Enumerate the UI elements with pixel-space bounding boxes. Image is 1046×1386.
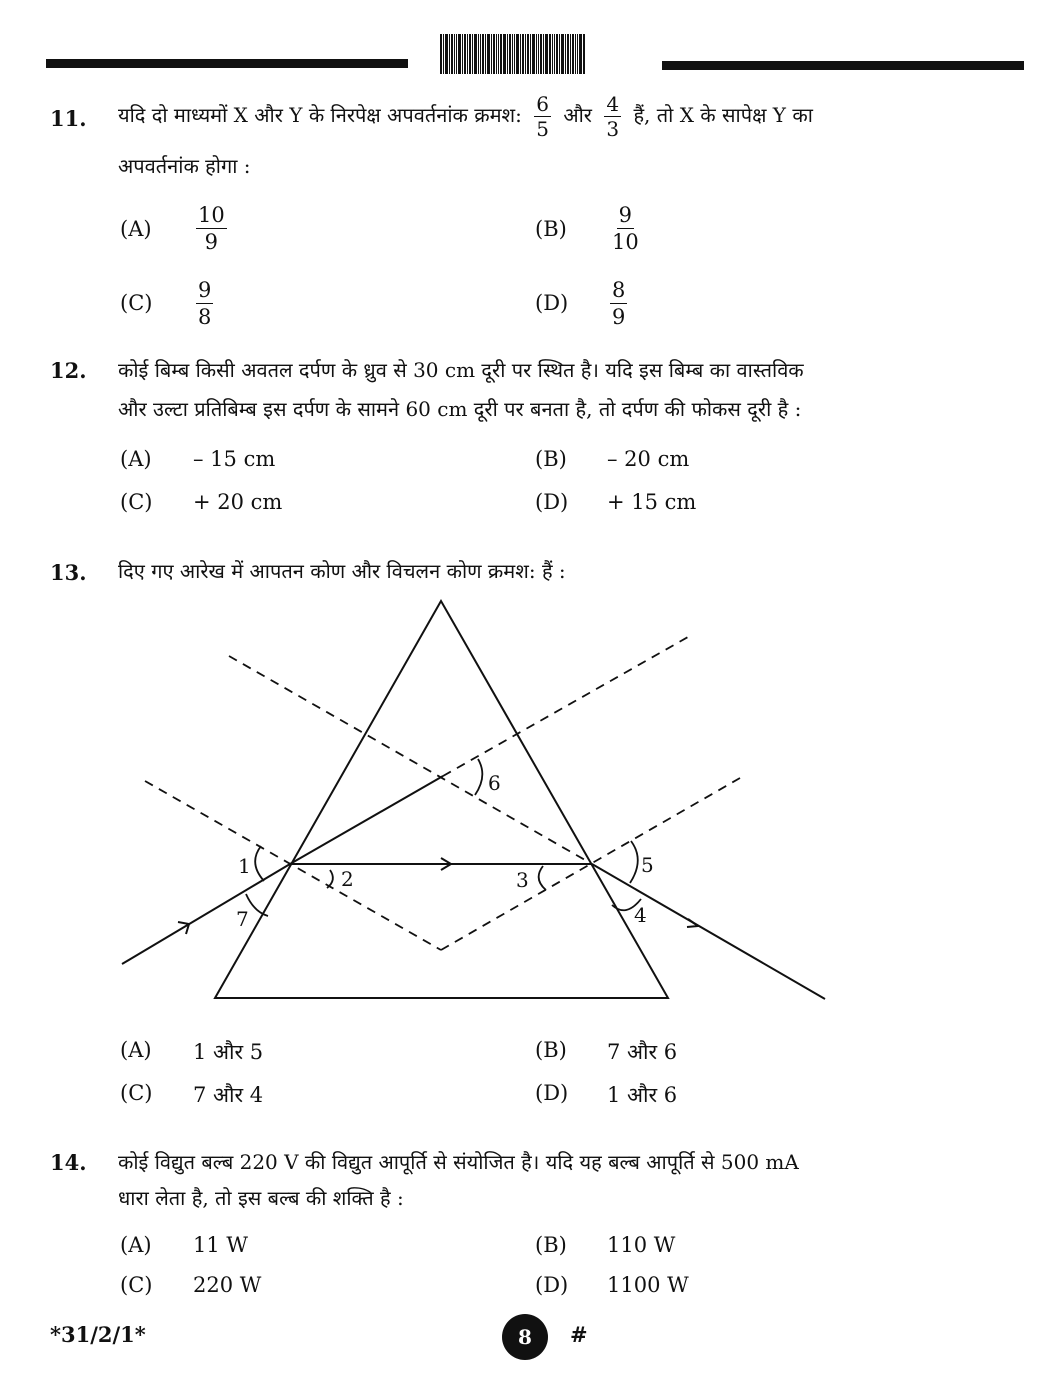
fraction-numerator: 6 <box>536 92 549 116</box>
fraction-numerator: 9 <box>198 278 212 302</box>
angle-6-arc <box>475 759 482 795</box>
q13-option-b-label[interactable]: (B) <box>535 1038 567 1062</box>
q14-option-a-value[interactable]: 11 W <box>193 1233 248 1257</box>
q11-option-b-label[interactable]: (B) <box>535 217 567 241</box>
q12-option-a-value[interactable]: – 15 cm <box>193 447 276 471</box>
q14-option-d-value[interactable]: 1100 W <box>607 1273 689 1297</box>
incident-ray-extension-solid <box>290 776 443 864</box>
question-13-text-line1: दिए गए आरेख में आपतन कोण और विचलन कोण क्रमश: हैं : <box>118 559 566 583</box>
emergent-ray-extension-dashed <box>229 656 592 864</box>
q13-option-a-value[interactable]: 1 और 5 <box>193 1040 264 1064</box>
q12-option-b-label[interactable]: (B) <box>535 447 567 471</box>
q13-option-c-value[interactable]: 7 और 4 <box>193 1083 264 1107</box>
incident-ray-extension-dashed <box>443 637 688 776</box>
angle-label-3: 3 <box>516 868 529 892</box>
fraction-denominator: 9 <box>204 230 219 254</box>
question-12-text-line2: और उल्टा प्रतिबिम्ब इस दर्पण के सामने 60 cm दूरी पर बनता है, तो दर्पण की फोकस दूरी है : <box>118 397 802 421</box>
hash-mark: # <box>570 1322 588 1347</box>
fraction-numerator: 9 <box>618 203 633 227</box>
fraction-denominator: 9 <box>612 305 626 329</box>
angle-label-5: 5 <box>641 853 654 877</box>
angle-3-arc <box>539 866 546 890</box>
question-14-number: 14. <box>50 1150 87 1175</box>
q13-option-b-value[interactable]: 7 और 6 <box>607 1040 678 1064</box>
emergent-ray <box>592 864 825 999</box>
angle-label-6: 6 <box>488 771 501 795</box>
q14-option-b-label[interactable]: (B) <box>535 1233 567 1257</box>
question-14-text-line1: कोई विद्युत बल्ब 220 V की विद्युत आपूर्ति से संयोजित है। यदि यह बल्ब आपूर्ति से 500 mA <box>118 1150 799 1174</box>
prism-outline <box>215 601 668 998</box>
q14-option-c-label[interactable]: (C) <box>120 1273 153 1297</box>
fraction-numerator: 10 <box>198 203 225 227</box>
q11-text-part3: हैं, तो X के सापेक्ष Y का <box>633 103 813 127</box>
q12-option-c-value[interactable]: + 20 cm <box>193 490 283 514</box>
question-11-text-line2: अपवर्तनांक होगा : <box>118 154 251 178</box>
question-12-number: 12. <box>50 358 87 383</box>
q12-option-b-value[interactable]: – 20 cm <box>607 447 690 471</box>
q11-option-d-label[interactable]: (D) <box>535 291 569 315</box>
q11-text-part1: यदि दो माध्यमों X और Y के निरपेक्ष अपवर्तनांक क्रमश: <box>118 103 522 127</box>
angle-1-arc <box>255 846 264 881</box>
angle-label-7: 7 <box>236 907 249 931</box>
q11-option-c-label[interactable]: (C) <box>120 291 153 315</box>
fraction-numerator: 8 <box>612 278 626 302</box>
q12-option-c-label[interactable]: (C) <box>120 490 153 514</box>
q14-option-b-value[interactable]: 110 W <box>607 1233 676 1257</box>
q11-option-a-label[interactable]: (A) <box>120 217 152 241</box>
q12-option-a-label[interactable]: (A) <box>120 447 152 471</box>
q12-option-d-value[interactable]: + 15 cm <box>607 490 697 514</box>
q13-option-d-label[interactable]: (D) <box>535 1081 569 1105</box>
page-number: 8 <box>518 1325 532 1349</box>
q14-option-a-label[interactable]: (A) <box>120 1233 152 1257</box>
fraction-denominator: 3 <box>606 117 620 141</box>
fraction-denominator: 8 <box>198 305 212 329</box>
q11-text-part2: और <box>563 103 592 127</box>
angle-label-1: 1 <box>238 854 251 878</box>
page-number-badge <box>502 1314 548 1360</box>
q12-option-d-label[interactable]: (D) <box>535 490 569 514</box>
q13-option-a-label[interactable]: (A) <box>120 1038 152 1062</box>
angle-label-4: 4 <box>634 903 647 927</box>
angle-label-2: 2 <box>341 867 354 891</box>
fraction-denominator: 5 <box>536 117 549 141</box>
fraction-denominator: 10 <box>612 230 639 254</box>
paper-code: *31/2/1* <box>50 1322 146 1347</box>
question-14-text-line2: धारा लेता है, तो इस बल्ब की शक्ति है : <box>118 1186 404 1210</box>
q13-option-c-label[interactable]: (C) <box>120 1081 153 1105</box>
question-11-number: 11. <box>50 106 87 131</box>
q14-option-d-label[interactable]: (D) <box>535 1273 569 1297</box>
question-13-number: 13. <box>50 560 87 585</box>
q14-option-c-value[interactable]: 220 W <box>193 1273 262 1297</box>
fraction-numerator: 4 <box>606 92 620 116</box>
emergent-arrow-icon <box>687 919 698 927</box>
q13-option-d-value[interactable]: 1 और 6 <box>607 1083 678 1107</box>
question-12-text-line1: कोई बिम्ब किसी अवतल दर्पण के ध्रुव से 30 cm दूरी पर स्थित है। यदि इस बिम्ब का वास्तविक <box>118 358 804 382</box>
angle-5-arc <box>630 841 638 883</box>
